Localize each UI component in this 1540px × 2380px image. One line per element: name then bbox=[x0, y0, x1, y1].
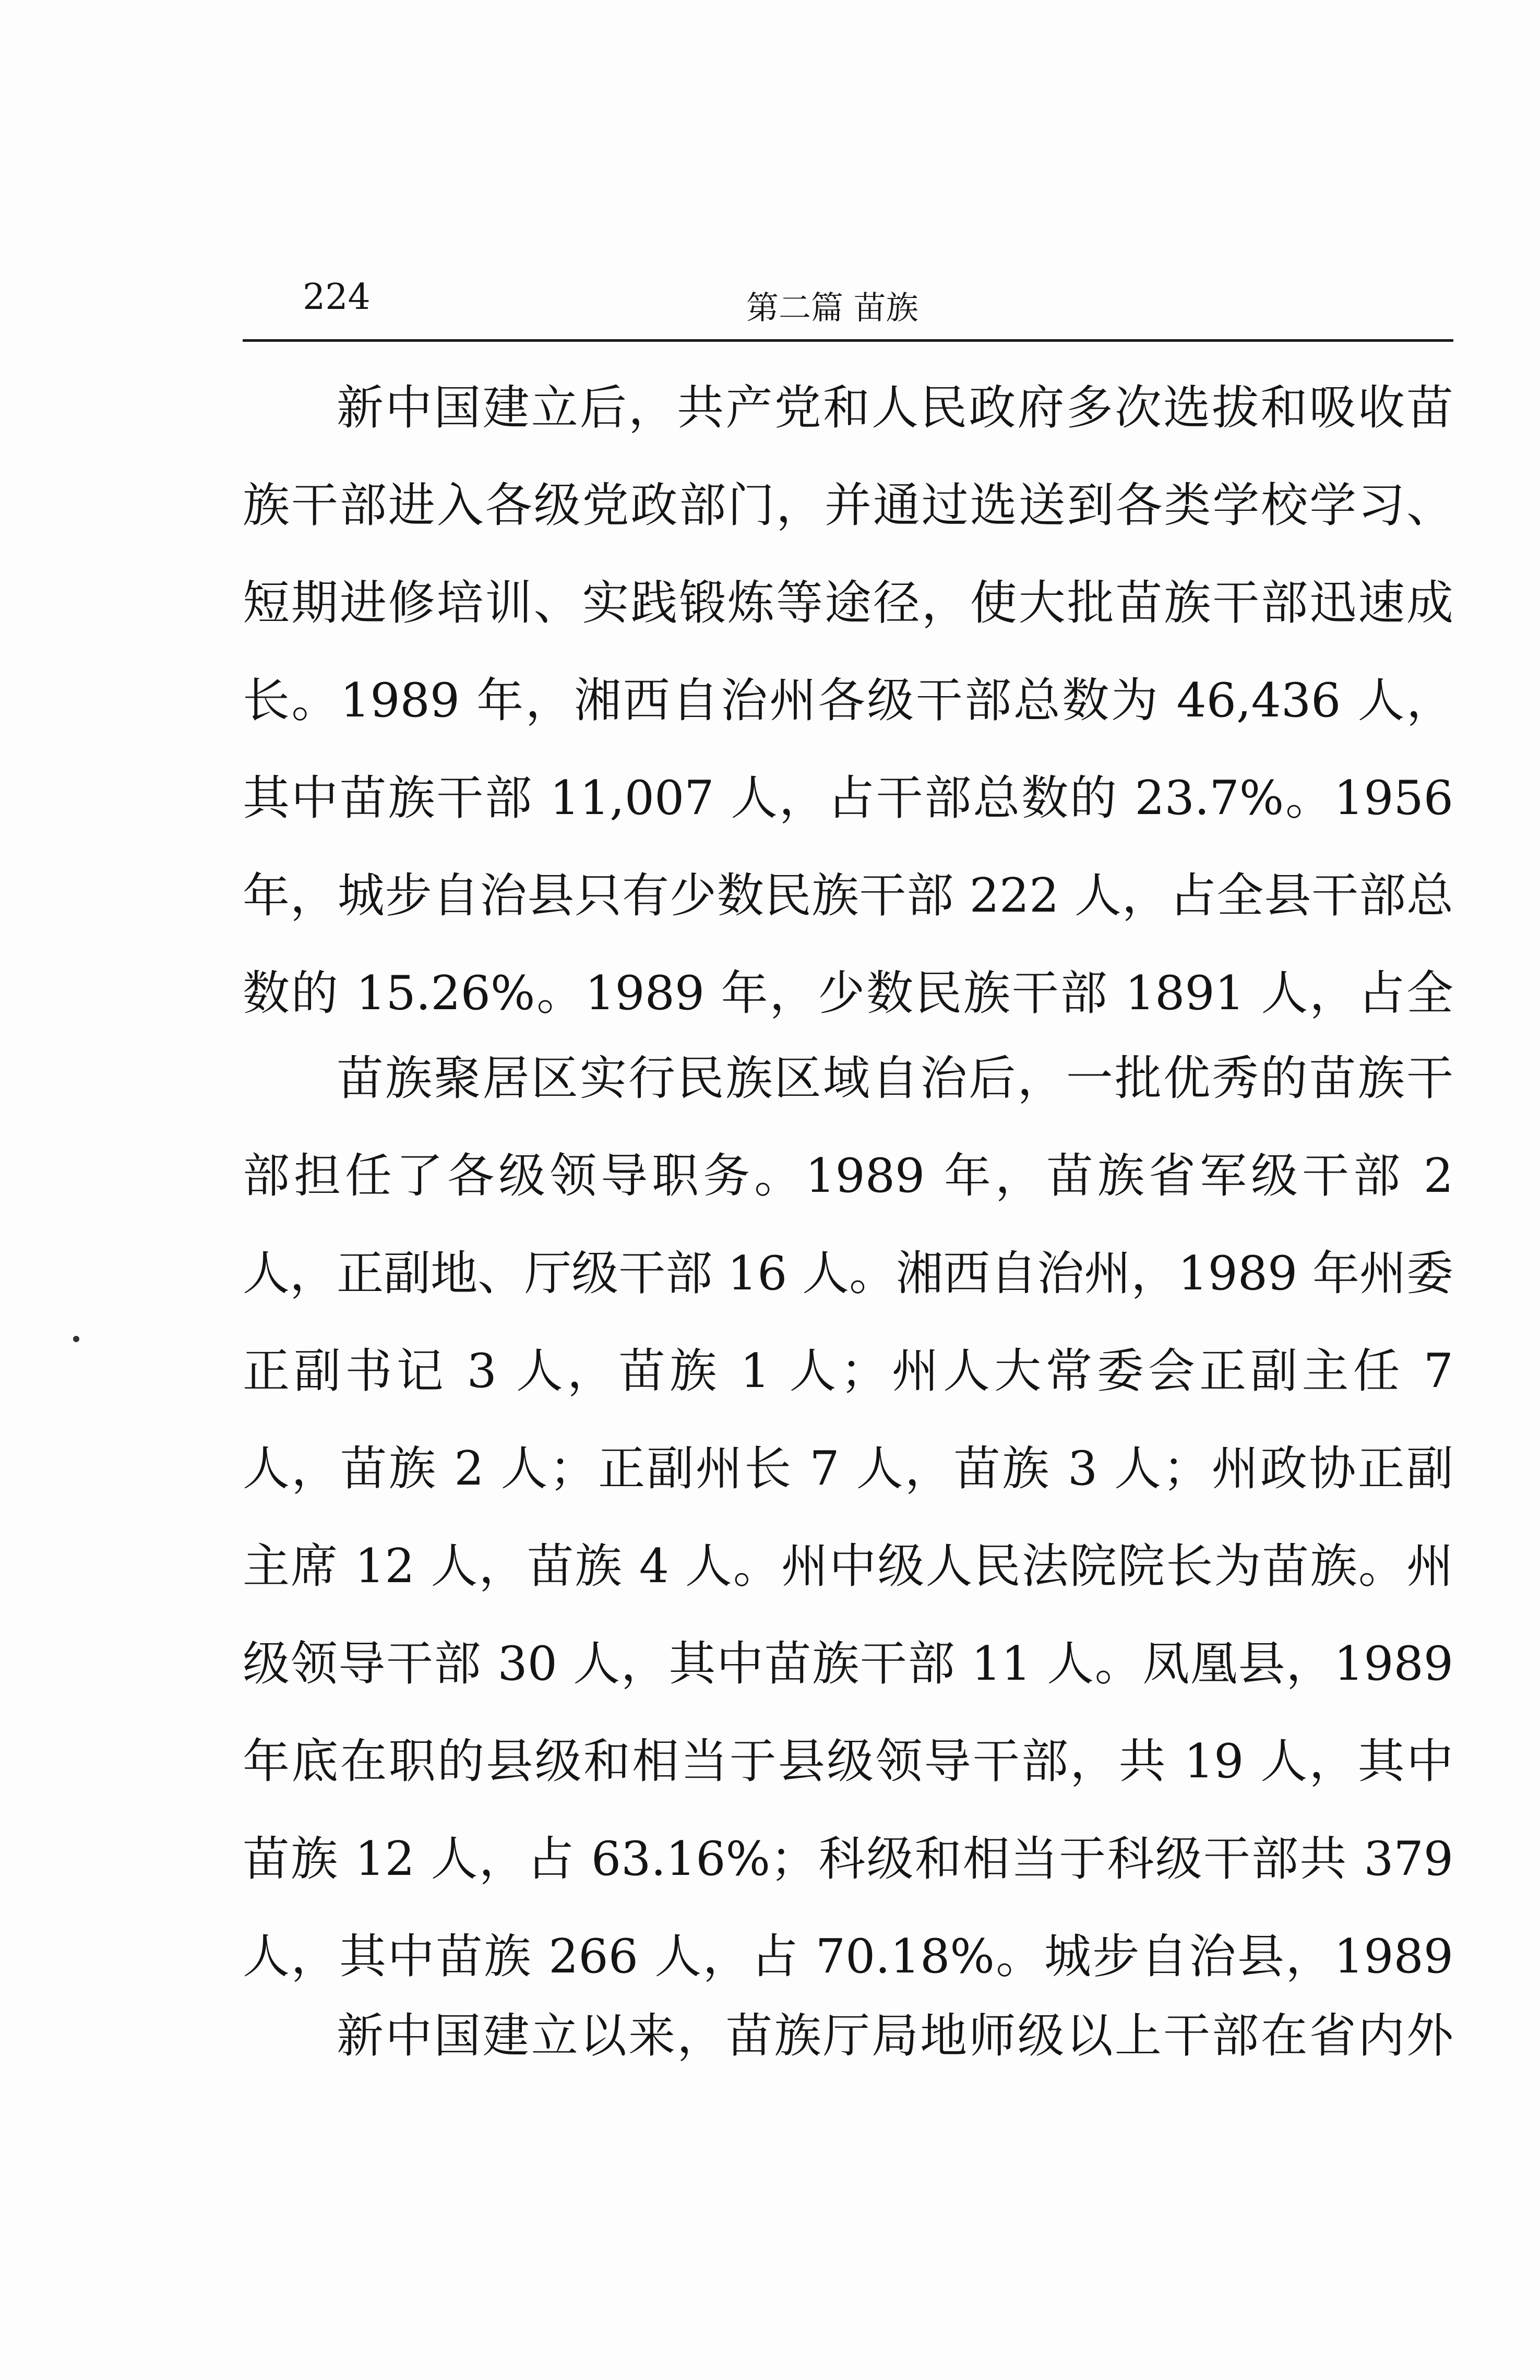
paragraph-leadership-posts: 苗族聚居区实行民族区域自治后，一批优秀的苗族干部担任了各级领导职务。1989 年，苗族省军级干部 2 人，正副地、厅级干部 16 人。湘西自治州，1989 年州委正副书记 3 人，苗族 1 人；州人大常委会正副主任 7 人，苗族 2 人；正副州长 7 人，苗族 3 人；州政协正副主席 12 人，苗族 4 人。州中级人民法院院长为苗族。州级领导干部 30 人，其中苗族干部 11 人。凤凰县，1989 年底在职的县级和相当于县级领导干部，共 19 人，其中苗族 12 人，占 63.16%；科级和相当于科级干部共 379 人，其中苗族 266 人，占 70.18%。城步自治县，1989 bbox=[243, 1051, 1453, 1984]
scan-speck bbox=[73, 1336, 79, 1342]
paragraph-cadre-growth: 新中国建立后，共产党和人民政府多次选拔和吸收苗族干部进入各级党政部门，并通过选送到各类学校学习、短期进修培训、实践锻炼等途径，使大批苗族干部迅速成长。1989 年，湘西自治州各级干部总数为 46,436 人，其中苗族干部 11,007 人，占干部总数的 23.7%。1956 年，城步自治县只有少数民族干部 222 人，占全县干部总数的 15.26%。1989 年，少数民族干部 1891 人，占全 bbox=[243, 380, 1453, 1021]
running-header-title: 第二篇 苗族 bbox=[746, 289, 918, 327]
header-rule bbox=[243, 339, 1453, 342]
paragraph-senior-cadres: 新中国建立以来，苗族厅局地师级以上干部在省内外 bbox=[337, 2008, 1453, 2063]
page-number: 224 bbox=[303, 277, 371, 318]
